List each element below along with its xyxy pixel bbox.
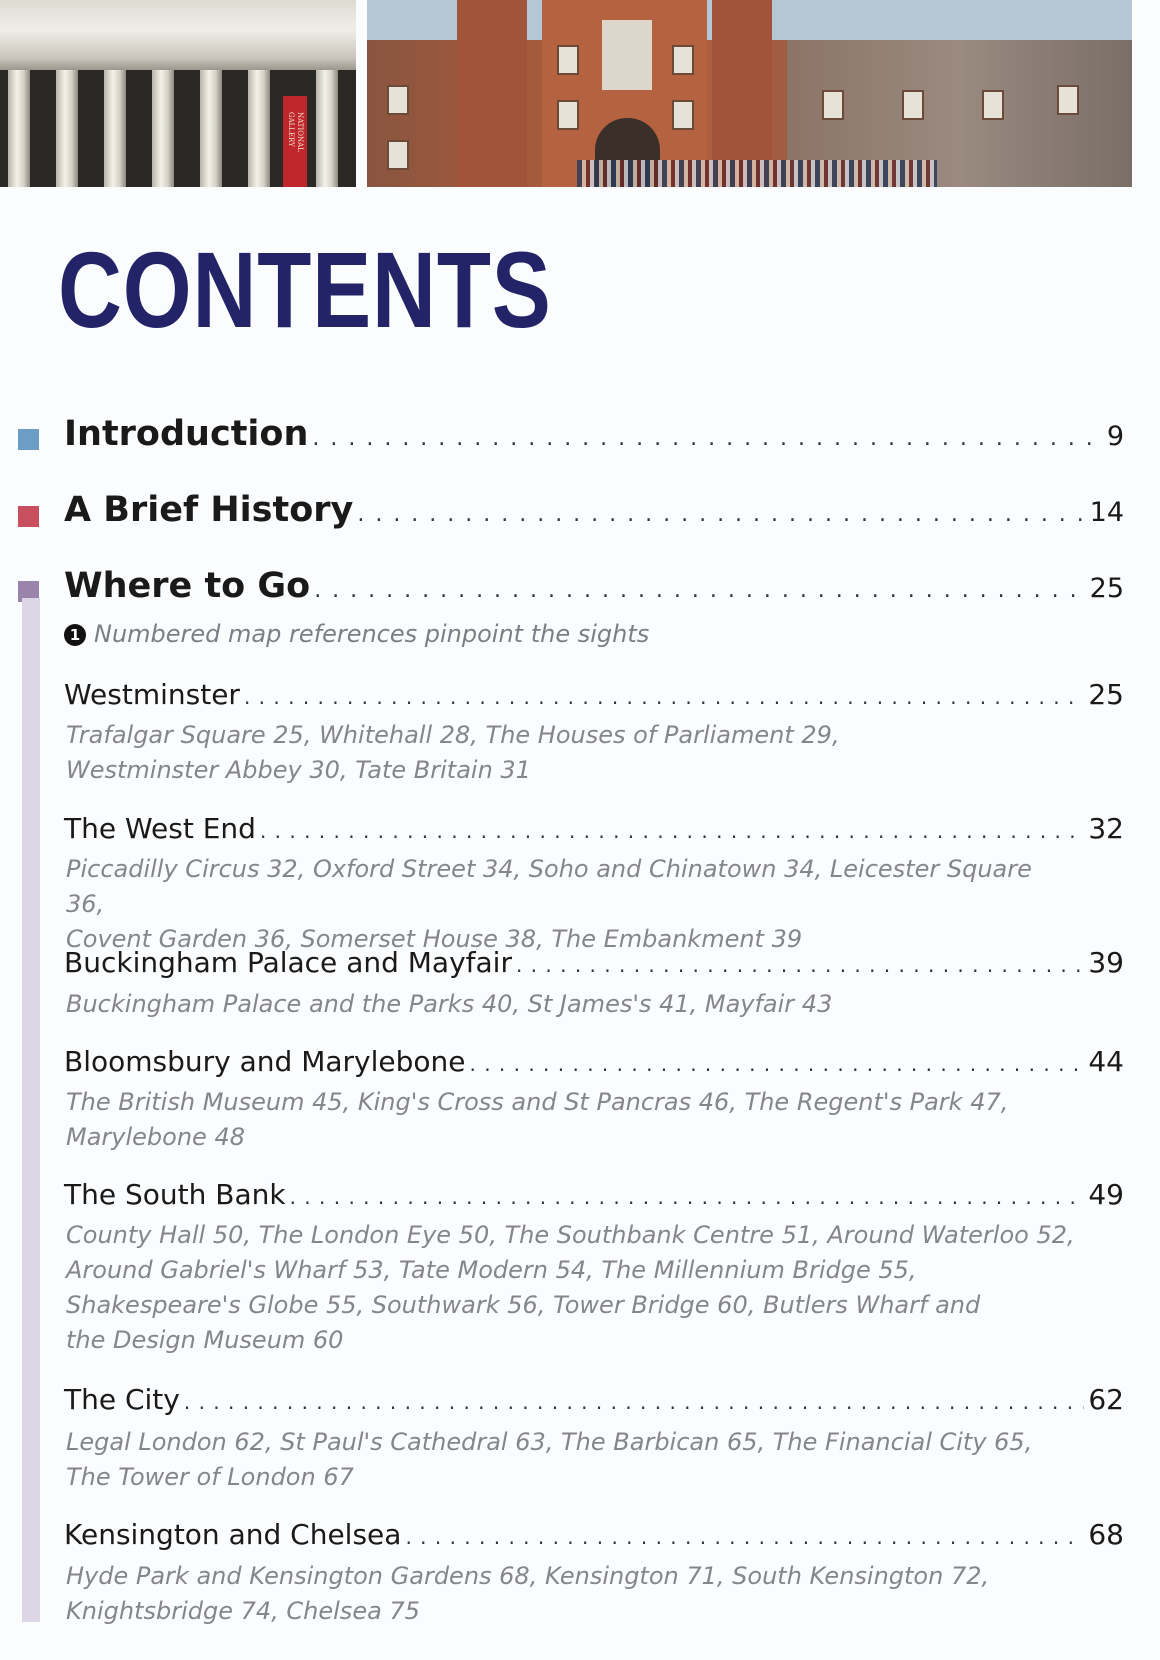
toc-entry-title: Introduction	[64, 414, 309, 454]
hampton-court-palace-photo	[367, 0, 1132, 187]
toc-entry-the-city[interactable]	[64, 1383, 1124, 1416]
section-detail-buckingham-palace	[66, 987, 1076, 1022]
toc-entry-page: 9	[1106, 421, 1124, 452]
map-reference-note	[64, 620, 649, 648]
toc-entry-page: 44	[1088, 1045, 1124, 1078]
detail-line: Covent Garden 36, Somerset House 38, The Embankment 39	[66, 925, 803, 953]
detail-line: Around Gabriel's Wharf 53, Tate Modern 54, The Millennium Bridge 55,	[66, 1256, 917, 1284]
toc-entry-title: Buckingham Palace and Mayfair	[64, 946, 512, 979]
toc-entry-introduction[interactable]	[64, 414, 1124, 454]
detail-line: the Design Museum 60	[66, 1326, 344, 1354]
toc-entry-where-to-go[interactable]	[64, 566, 1124, 606]
toc-entry-page: 25	[1088, 678, 1124, 711]
toc-entry-title: Where to Go	[64, 566, 311, 606]
detail-line: Knightsbridge 74, Chelsea 75	[66, 1597, 420, 1625]
toc-entry-title: Westminster	[64, 678, 240, 711]
dot-leader	[516, 953, 1084, 977]
toc-entry-page: 25	[1089, 573, 1124, 604]
map-reference-note-text: Numbered map references pinpoint the sights	[94, 620, 650, 648]
toc-entry-title: Bloomsbury and Marylebone	[64, 1045, 466, 1078]
toc-entry-south-bank[interactable]	[64, 1178, 1124, 1211]
map-number-icon: 1	[64, 624, 86, 646]
dot-leader	[357, 502, 1085, 527]
page-title: CONTENTS	[58, 229, 552, 350]
toc-entry-westminster[interactable]	[64, 678, 1124, 711]
history-marker	[18, 506, 39, 527]
toc-entry-page: 62	[1088, 1383, 1124, 1416]
dot-leader	[244, 685, 1084, 709]
toc-entry-title: The West End	[64, 812, 256, 845]
toc-entry-title: The South Bank	[64, 1178, 286, 1211]
where-to-go-section-bar	[22, 598, 40, 1622]
toc-entry-kensington-chelsea[interactable]	[64, 1518, 1124, 1551]
detail-line: Piccadilly Circus 32, Oxford Street 34, Soho and Chinatown 34, Leicester Square 36,	[66, 855, 1032, 918]
section-detail-westminster	[66, 718, 1076, 788]
detail-line: Shakespeare's Globe 55, Southwark 56, Tower Bridge 60, Butlers Wharf and	[66, 1291, 981, 1319]
toc-entry-bloomsbury[interactable]	[64, 1045, 1124, 1078]
detail-line: Legal London 62, St Paul's Cathedral 63, The Barbican 65, The Financial City 65,	[66, 1428, 1033, 1456]
dot-leader	[312, 426, 1102, 451]
national-gallery-photo	[0, 0, 356, 187]
dot-leader	[405, 1525, 1084, 1549]
toc-entry-page: 49	[1088, 1178, 1124, 1211]
detail-line: Marylebone 48	[66, 1123, 245, 1151]
toc-entry-page: 32	[1088, 812, 1124, 845]
toc-entry-west-end[interactable]	[64, 812, 1124, 845]
section-detail-the-city	[66, 1425, 1076, 1495]
introduction-marker	[18, 429, 39, 450]
dot-leader	[469, 1052, 1084, 1076]
detail-line: Hyde Park and Kensington Gardens 68, Kensington 71, South Kensington 72,	[66, 1562, 990, 1590]
toc-entry-title: The City	[64, 1383, 180, 1416]
gallery-banner-text: NATIONAL GALLERY	[287, 112, 304, 152]
dot-leader	[314, 578, 1085, 603]
detail-line: Westminster Abbey 30, Tate Britain 31	[66, 756, 531, 784]
detail-line: Trafalgar Square 25, Whitehall 28, The Houses of Parliament 29,	[66, 721, 840, 749]
dot-leader	[184, 1390, 1085, 1414]
toc-entry-page: 14	[1089, 497, 1124, 528]
detail-line: Buckingham Palace and the Parks 40, St James's 41, Mayfair 43	[66, 990, 833, 1018]
toc-entry-title: Kensington and Chelsea	[64, 1518, 402, 1551]
toc-entry-history[interactable]	[64, 490, 1124, 530]
section-detail-west-end	[66, 852, 1076, 957]
toc-entry-page: 68	[1088, 1518, 1124, 1551]
dot-leader	[290, 1185, 1085, 1209]
detail-line: County Hall 50, The London Eye 50, The Southbank Centre 51, Around Waterloo 52,	[66, 1221, 1075, 1249]
section-detail-bloomsbury	[66, 1085, 1076, 1155]
section-detail-kensington-chelsea	[66, 1559, 1076, 1629]
toc-entry-buckingham-palace[interactable]	[64, 946, 1124, 979]
dot-leader	[260, 819, 1084, 843]
toc-entry-title: A Brief History	[64, 490, 354, 530]
detail-line: The Tower of London 67	[66, 1463, 354, 1491]
section-detail-south-bank	[66, 1218, 1076, 1358]
detail-line: The British Museum 45, King's Cross and St Pancras 46, The Regent's Park 47,	[66, 1088, 1009, 1116]
toc-entry-page: 39	[1088, 946, 1124, 979]
